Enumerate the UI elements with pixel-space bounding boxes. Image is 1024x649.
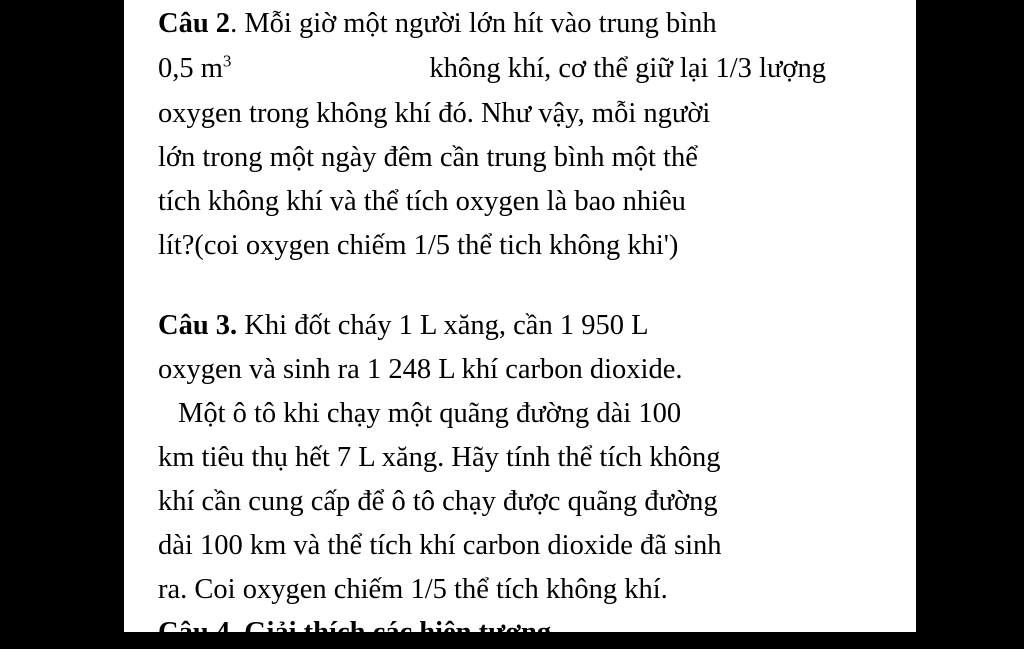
question-3-line-1: Câu 3. Khi đốt cháy 1 L xăng, cần 1 950 L bbox=[158, 310, 649, 341]
question-2-line-1: Câu 2. Mỗi giờ một người lớn hít vào trung bình bbox=[158, 8, 717, 39]
document-page bbox=[124, 0, 916, 648]
question-2-line-5: tích không khí và thể tích oxygen là bao nhiêu bbox=[158, 186, 686, 217]
question-3-line-4: km tiêu thụ hết 7 L xăng. Hãy tính thể tích không bbox=[158, 442, 721, 473]
question-2-line-2: 0,5 $m^3$ không khí, cơ thể giữ lại 1/3 lượng bbox=[158, 51, 826, 84]
question-2-label: Câu 2 bbox=[158, 8, 231, 39]
question-2-line-4: lớn trong một ngày đêm cần trung bình một thể bbox=[158, 142, 698, 173]
question-3-label: Câu 3. bbox=[158, 310, 238, 341]
question-3-line-5: khí cần cung cấp để ô tô chạy được quãng đường bbox=[158, 486, 718, 517]
question-3-line-3: Một ô tô khi chạy một quãng đường dài 100 bbox=[178, 398, 682, 429]
question-3-line-6: dài 100 km và thể tích khí carbon dioxide đã sinh bbox=[158, 530, 722, 561]
question-3-line-7: ra. Coi oxygen chiếm 1/5 thể tích không khí. bbox=[158, 574, 668, 605]
question-2-line-3: oxygen trong không khí đó. Như vậy, mỗi người bbox=[158, 98, 711, 129]
question-4-cut-off: Câu 4. Giải thích các hiện tượng bbox=[158, 617, 552, 648]
question-3-line-2: oxygen và sinh ra 1 248 L khí carbon dioxide. bbox=[158, 354, 683, 385]
question-2-line-6: lít?(coi oxygen chiếm 1/5 thể tich không khi') bbox=[158, 230, 679, 261]
